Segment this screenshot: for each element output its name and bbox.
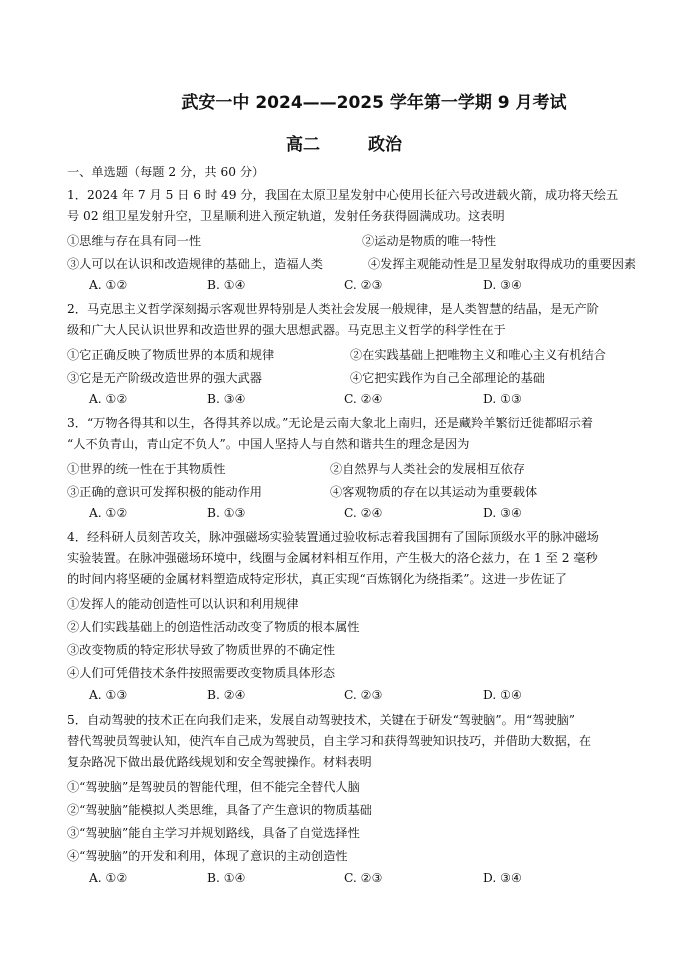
choice-a[interactable]: A. ①② (89, 392, 128, 406)
choice-b[interactable]: B. ③④ (207, 392, 246, 406)
statement-3: ③它是无产阶级改造世界的强大武器 (67, 371, 262, 385)
subject-label: 政治 (368, 135, 402, 155)
statement-2: ②在实践基础上把唯物主义和唯心主义有机结合 (350, 348, 606, 362)
statement-4: ④发挥主观能动性是卫星发射取得成功的重要因素 (368, 257, 637, 271)
question-stem-line: “人不负青山，青山定不负人”。中国人坚持人与自然和谐共生的理念是因为 (67, 437, 470, 451)
statement-2: ②自然界与人类社会的发展相互依存 (330, 462, 525, 476)
statement-3: ③正确的意识可发挥积极的能动作用 (67, 485, 262, 499)
choice-c[interactable]: C. ②④ (344, 506, 383, 520)
question-stem-line: 替代驾驶员驾驶认知，使汽车自己成为驾驶员，自主学习和获得驾驶知识技巧，并借助大数据，在 (67, 734, 592, 748)
question-stem-line: 号 02 组卫星发射升空，卫星顺利进入预定轨道，发射任务获得圆满成功。这表明 (67, 209, 505, 223)
choice-c[interactable]: C. ②③ (344, 278, 383, 292)
question-stem-line: 的时间内将坚硬的金属材料塑造成特定形状，真正实现“百炼钢化为绕指柔”。这进一步佐证了 (67, 572, 567, 586)
choice-b[interactable]: B. ①④ (207, 278, 246, 292)
statement-3: ③人可以在认识和改造规律的基础上，造福人类 (67, 257, 323, 271)
statement-3: ③“驾驶脑”能自主学习并规划路线，具备了自觉选择性 (67, 826, 360, 840)
statement-4: ④客观物质的存在以其运动为重要载体 (330, 485, 538, 499)
statement-2: ②“驾驶脑”能模拟人类思维，具备了产生意识的物质基础 (67, 803, 372, 817)
choice-d[interactable]: D. ①③ (483, 392, 522, 406)
question-stem-line: 4．经科研人员刻苦攻关，脉冲强磁场实验装置通过验收标志着我国拥有了国际顶级水平的脉冲磁场 (67, 530, 599, 544)
statement-1: ①它正确反映了物质世界的本质和规律 (67, 348, 275, 362)
choice-a[interactable]: A. ①② (89, 871, 128, 885)
statement-1: ①发挥人的能动创造性可以认识和利用规律 (67, 597, 299, 611)
statement-1: ①“驾驶脑”是驾驶员的智能代理，但不能完全替代人脑 (67, 780, 360, 794)
choice-c[interactable]: C. ②③ (344, 688, 383, 702)
choice-b[interactable]: B. ①④ (207, 871, 246, 885)
choice-d[interactable]: D. ③④ (483, 506, 522, 520)
choice-a[interactable]: A. ①③ (89, 688, 128, 702)
question-stem-line: 复杂路况下做出最优路线规划和安全驾驶操作。材料表明 (67, 755, 372, 769)
section-heading: 一、单选题（每题 2 分，共 60 分） (67, 165, 265, 179)
choice-a[interactable]: A. ①② (89, 506, 128, 520)
question-stem-line: 1．2024 年 7 月 5 日 6 时 49 分，我国在太原卫星发射中心使用长征六号改进载火箭，成功将天绘五 (67, 188, 619, 202)
choice-c[interactable]: C. ②③ (344, 871, 383, 885)
question-stem-line: 3．“万物各得其和以生，各得其养以成。”无论是云南大象北上南归，还是藏羚羊繁衍迁徙都昭示着 (67, 416, 593, 430)
choice-c[interactable]: C. ②④ (344, 392, 383, 406)
statement-1: ①思维与存在具有同一性 (67, 234, 202, 248)
statement-3: ③改变物质的特定形状导致了物质世界的不确定性 (67, 643, 336, 657)
exam-subtitle (0, 130, 688, 155)
statement-4: ④它把实践作为自己全部理论的基础 (350, 371, 545, 385)
grade-label: 高二 (286, 135, 320, 155)
statement-2: ②人们实践基础上的创造性活动改变了物质的根本属性 (67, 620, 360, 634)
statement-1: ①世界的统一性在于其物质性 (67, 462, 226, 476)
question-stem-line: 2．马克思主义哲学深刻揭示客观世界特别是人类社会发展一般规律，是人类智慧的结晶，是无产阶 (67, 302, 599, 316)
choice-a[interactable]: A. ①② (89, 278, 128, 292)
question-stem-line: 级和广大人民认识世界和改造世界的强大思想武器。马克思主义哲学的科学性在于 (67, 323, 506, 337)
choice-d[interactable]: D. ①④ (483, 688, 522, 702)
question-stem-line: 实验装置。在脉冲强磁场环境中，线圈与金属材料相互作用，产生极大的洛仑兹力，在 1 至 2 毫秒 (67, 551, 598, 565)
question-stem-line: 5．自动驾驶的技术正在向我们走来，发展自动驾驶技术，关键在于研发“驾驶脑”。用“驾驶脑” (67, 713, 575, 727)
choice-b[interactable]: B. ②④ (207, 688, 246, 702)
choice-b[interactable]: B. ①③ (207, 506, 246, 520)
statement-2: ②运动是物质的唯一特性 (362, 234, 497, 248)
choice-d[interactable]: D. ③④ (483, 871, 522, 885)
exam-title: 武安一中 2024——2025 学年第一学期 9 月考试 (181, 93, 567, 113)
choice-d[interactable]: D. ③④ (483, 278, 522, 292)
statement-4: ④“驾驶脑”的开发和利用，体现了意识的主动创造性 (67, 849, 348, 863)
statement-4: ④人们可凭借技术条件按照需要改变物质具体形态 (67, 666, 336, 680)
